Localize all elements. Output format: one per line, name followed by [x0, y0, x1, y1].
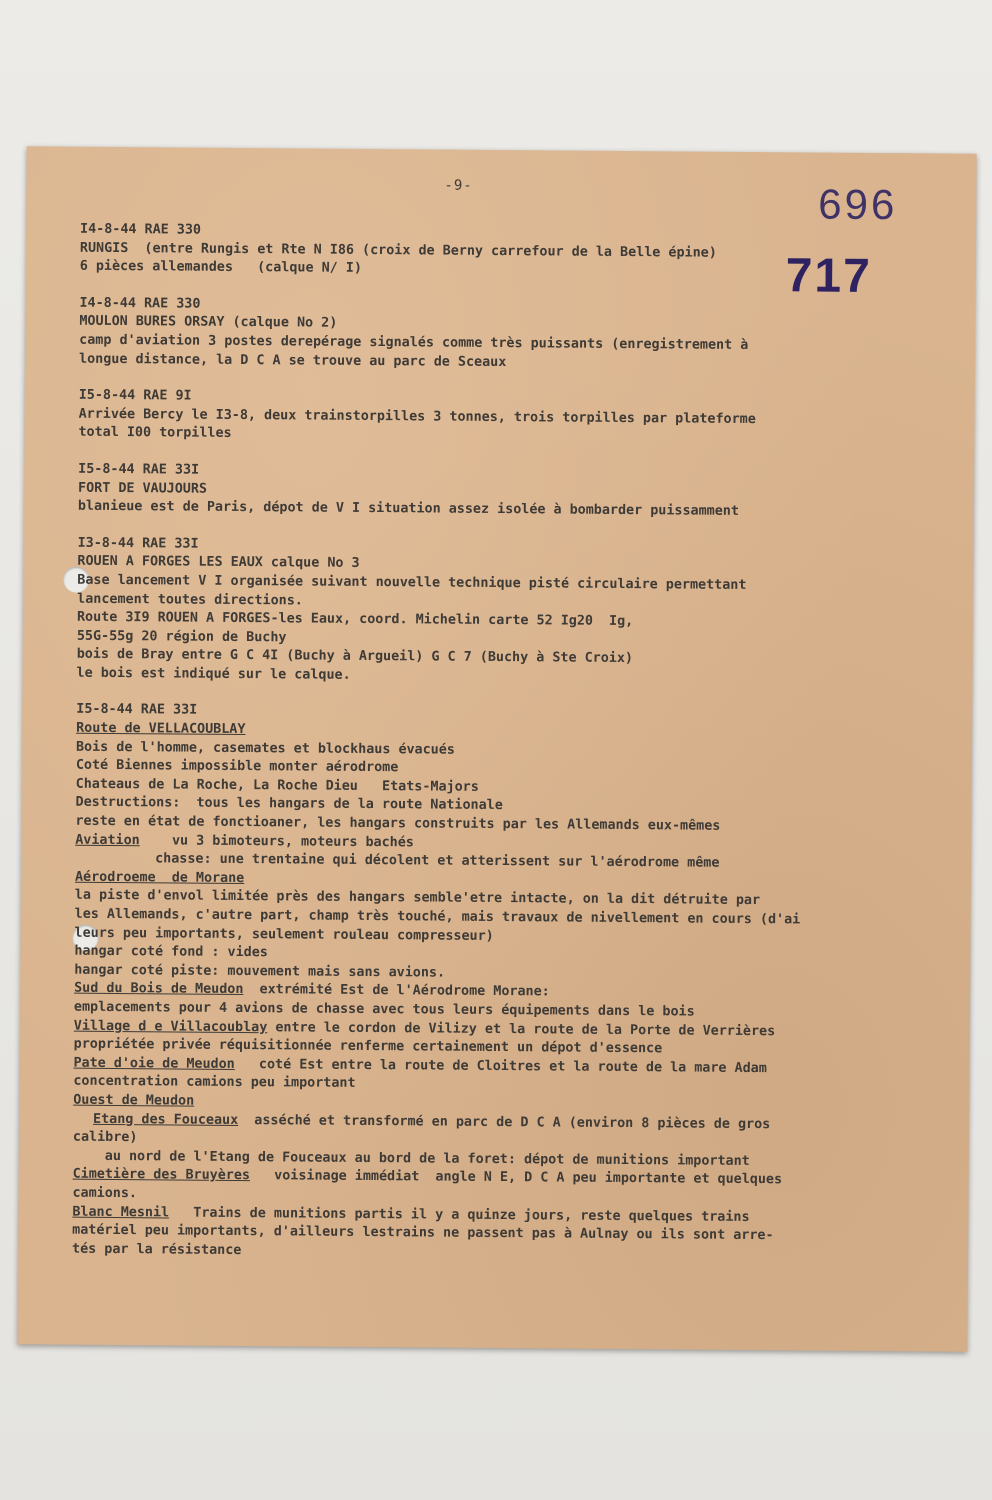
report-entry: [80, 221, 950, 284]
entry-line: le bois est indiqué sur le calque.: [76, 665, 351, 683]
entry-line: matériel peu importants, d'ailleurs lestrains ne passent pas à Aulnay ou ils sont arre-: [72, 1222, 774, 1244]
report-entry: [79, 294, 950, 375]
inline-heading: Sud du Bois de Meudon: [74, 981, 244, 998]
document-body: [72, 221, 950, 1284]
entry-line: la piste d'envol limitée près des hangars semble'etre intacte, on la dit détruite par: [74, 888, 761, 909]
section-heading: Ouest de Meudon: [73, 1092, 195, 1109]
inline-text: vu 3 bimoteurs, moteurs bachés: [139, 832, 414, 850]
entry-line: Route 3I9 ROUEN A FORGES-les Eaux, coord. Michelin carte 52 Ig20 Ig,: [76, 609, 634, 630]
inline-heading: Pate d'oie de Meudon: [73, 1055, 235, 1072]
inline-heading: Village d e Villacoublay: [73, 1018, 268, 1035]
inline-heading: Cimetière des Bruyères: [72, 1166, 251, 1184]
entry-line: hangar coté fond : vides: [74, 943, 268, 961]
inline-text: coté Est entre la route de Cloitres et la route de la mare Adam: [234, 1056, 767, 1076]
inline-heading: Blanc Mesnil: [72, 1204, 170, 1220]
report-entry: [77, 534, 948, 690]
section-heading: Aérodroeme de Morane: [74, 869, 245, 886]
entry-line: blanieue est de Paris, dépot de V I situation assez isolée à bombarder puissamment: [77, 498, 740, 520]
entry-line: camp d'aviation 3 postes derepérage signalés comme très puissants (enregistrement à: [79, 332, 749, 353]
report-entry: [78, 387, 948, 450]
archive-number-stamp-secondary: 717: [785, 249, 873, 303]
entry-line: RUNGIS (entre Rungis et Rte N I86 (croix de Berny carrefour de la Belle épine): [79, 240, 717, 261]
entry-line: concentration camions peu important: [73, 1074, 356, 1092]
entry-header: I3-8-44 RAE 33I: [77, 535, 199, 552]
inline-text: voisinage immédiat angle N E, D C A peu importante et quelques: [249, 1168, 783, 1188]
entry-line: Arrivée Bercy le I3-8, deux trainstorpilles 3 tonnes, trois torpilles par plateforme: [78, 406, 756, 427]
entry-line: Base lancement V I organisée suivant nouvelle technique pisté circulaire permettant: [77, 572, 747, 593]
entry-header: I5-8-44 RAE 9I: [78, 387, 192, 404]
entry-line: au nord de l'Etang de Fouceaux au bord de la foret: dépot de munitions important: [104, 1148, 750, 1169]
page-number: -9-: [444, 177, 473, 194]
entry-line: 6 pièces allemandes (calque N/ I): [79, 258, 362, 277]
entry-line: tés par la résistance: [72, 1241, 242, 1258]
entry-line: emplacements pour 4 avions de chasse avec tous leurs équipements dans le bois: [73, 999, 695, 1020]
report-entry: [78, 461, 948, 524]
inline-text: extrémité Est de l'Aérodrome Morane:: [243, 982, 550, 1000]
inline-text: entre le cordon de Vilizy et la route de la Porte de Verrières: [267, 1019, 776, 1039]
entry-line: Bois de l'homme, casemates et blockhaus évacués: [75, 739, 455, 758]
entry-line: lancement toutes directions.: [77, 591, 303, 608]
entry-line: Chateaus de La Roche, La Roche Dieu Etats-Majors: [75, 776, 479, 795]
typed-document-page: [17, 146, 976, 1351]
inline-text: Trains de munitions partis il y a quinze jours, reste quelques trains: [169, 1204, 750, 1225]
entry-line: FORT DE VAUJOURS: [77, 480, 208, 497]
entry-line: reste en état de fonctioaner, les hangars construits par les Allemands eux-mêmes: [75, 813, 721, 834]
entry-line: camions.: [72, 1185, 138, 1202]
inline-heading: Etang des Fouceaux: [93, 1111, 239, 1128]
entry-line: bois de Bray entre G C 4I (Buchy à Argueil) G C 7 (Buchy à Ste Croix): [76, 646, 634, 667]
entry-line: leurs peu importants, seulement rouleau compresseur): [74, 925, 494, 944]
archive-number-stamp: 696: [818, 180, 898, 229]
entry-line: hangar coté piste: mouvement mais sans avions.: [74, 962, 446, 981]
entry-line: longue distance, la D C A se trouve au parc de Sceaux: [78, 351, 507, 370]
entry-line: propriétée privée réquisitionnée renferme certainement un dépot d'essence: [73, 1036, 663, 1057]
entry-line: 55G-55g 20 région de Buchy: [76, 628, 287, 646]
entry-line: ROUEN A FORGES LES EAUX calque No 3: [77, 554, 360, 572]
entry-header: I4-8-44 RAE 330: [79, 295, 201, 312]
inline-text: asséché et transformé en parc de D C A (environ 8 pièces de gros: [238, 1112, 771, 1132]
report-entry-villacoublay: [72, 701, 946, 1266]
entry-line: MOULON BURES ORSAY (calque No 2): [79, 314, 338, 332]
entry-header: I4-8-44 RAE 330: [80, 221, 202, 238]
entry-line: total I00 torpilles: [78, 425, 232, 442]
entry-header: I5-8-44 RAE 33I: [78, 461, 200, 478]
entry-line: Coté Biennes impossible monter aérodrome: [75, 757, 399, 776]
entry-line: chasse: une trentaine qui décolent et atterissent sur l'aérodrome même: [155, 851, 720, 871]
inline-heading: Aviation: [75, 832, 140, 848]
section-heading: Route de VELLACOUBLAY: [76, 720, 246, 738]
entry-line: calibre): [72, 1129, 138, 1146]
entry-line: Destructions: tous les hangars de la route Nationale: [75, 795, 503, 814]
entry-line: les Allemands, c'autre part, champ très touché, mais travaux de nivellement en cours (d'ai: [74, 906, 801, 928]
entry-header: I5-8-44 RAE 33I: [76, 702, 198, 719]
